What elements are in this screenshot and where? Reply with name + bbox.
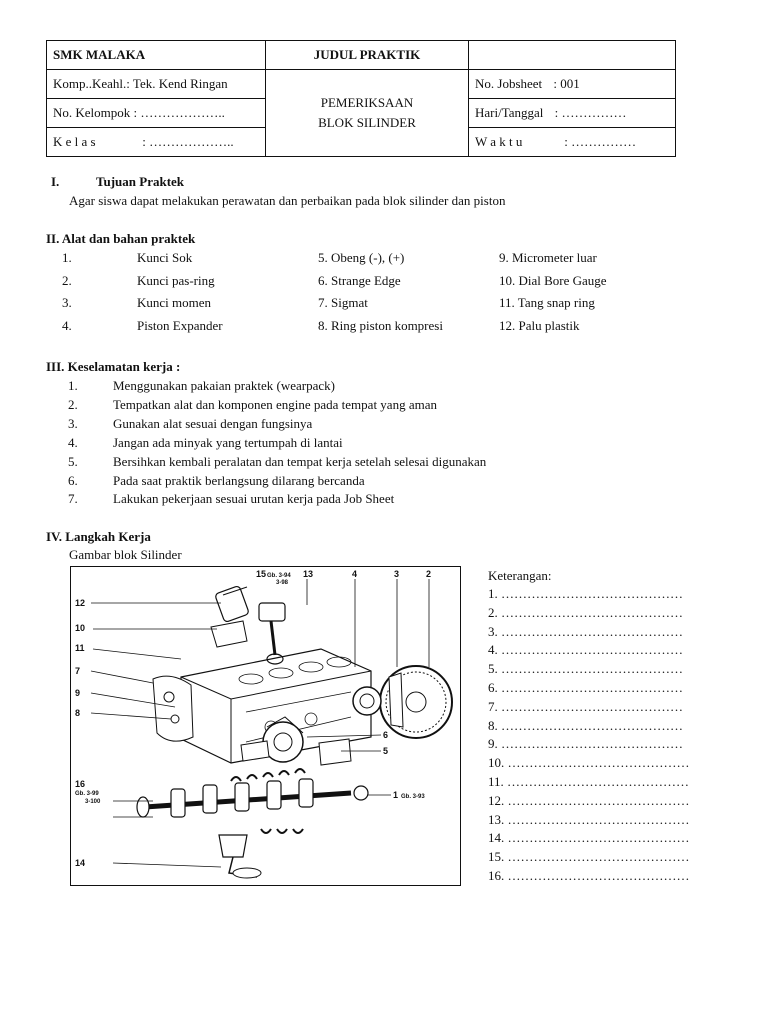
safety-item-number: 5. [68,453,78,469]
engine-block-figure [70,566,461,886]
sec1-number: I. [51,174,60,189]
fig-label-12: 12 [75,598,86,608]
safety-item: Gunakan alat sesuai dengan fungsinya [113,415,313,431]
tool-item: 11. Tang snap ring [499,295,595,311]
keterangan-item: 11. …………………………………… [488,774,690,789]
fig-label-9: 9 [75,688,81,698]
practice-title-line2: BLOK SILINDER [318,115,416,130]
keterangan-item: 2. …………………………………… [488,604,683,620]
title-label: JUDUL PRAKTIK [266,41,469,70]
jobsheet-label: No. Jobsheet [475,76,543,91]
fig-label-15: 15 [256,569,267,579]
tool-item: Kunci Sok [137,250,193,265]
keterangan-item: 6. …………………………………… [488,680,683,695]
kelas-label: K e l a s [53,134,96,149]
school-name: SMK MALAKA [47,41,266,70]
fig-label-16: 16 [75,779,86,789]
safety-item: Bersihkan kembali peralatan dan tempat kerja setelah selesai digunakan [113,453,487,469]
tool-item: 9. Micrometer luar [499,250,597,265]
hari-value: : …………… [554,105,627,120]
tool-item-number: 2. [62,272,72,288]
keterangan-item: 12. …………………………………… [488,792,690,808]
fig-label-1: 1 [393,790,399,800]
keterangan-item: 14. …………………………………… [488,830,690,846]
fig-gb-15b: 3-98 [276,580,289,586]
hari-label: Hari/Tanggal [475,105,544,120]
sec1-text: Agar siswa dapat melakukan perawatan dan perbaikan pada blok silinder dan piston [69,193,506,208]
keterangan-item: 16. …………………………………… [488,868,690,883]
safety-item: Menggunakan pakaian praktek (wearpack) [113,378,335,393]
fig-label-13: 13 [303,569,314,579]
komp-keahlian: Komp..Keahl.: Tek. Kend Ringan [47,70,266,99]
safety-item: Jangan ada minyak yang tertumpah di lantai [113,434,343,450]
keterangan-item: 9. …………………………………… [488,736,683,752]
waktu-label: W a k t u [475,134,523,149]
tool-item-number: 3. [62,295,72,311]
kelas-cell [47,128,266,157]
fig-label-14: 14 [75,858,86,868]
keterangan-item: 15. …………………………………… [488,849,690,865]
tool-item: Piston Expander [137,318,223,334]
tool-item: 6. Strange Edge [318,272,401,288]
fig-label-4: 4 [352,569,358,579]
waktu-value: : …………… [564,134,637,149]
tool-item: 7. Sigmat [318,295,368,311]
figure-caption: Gambar blok Silinder [69,547,182,562]
kelompok-field: No. Kelompok : ……………….. [47,99,266,128]
safety-item-number: 3. [68,415,78,431]
practice-title-line1: PEMERIKSAAN [320,95,414,110]
safety-item-number: 7. [68,491,78,507]
jobsheet-value: : 001 [553,76,580,91]
safety-item: Tempatkan alat dan komponen engine pada tempat yang aman [113,396,437,412]
fig-label-11: 11 [75,643,85,653]
tool-item-number: 1. [62,250,72,265]
sec4-title: IV. Langkah Kerja [46,529,151,544]
sec1-title: Tujuan Praktek [96,174,185,189]
hari-cell [469,99,676,128]
safety-item-number: 1. [68,378,78,393]
sec3-title: III. Keselamatan kerja : [46,359,181,374]
exploded-engine-drawing [71,567,460,885]
keterangan-item: 13. …………………………………… [488,811,690,827]
tool-item: Kunci pas-ring [137,272,215,288]
safety-item-number: 6. [68,472,78,488]
safety-item-number: 2. [68,396,78,412]
practice-title [266,70,469,157]
waktu-cell [469,128,676,157]
fig-gb-16: Gb. 3-99 [75,791,99,797]
fig-gb-16b: 3-100 [85,799,101,805]
tool-item: 12. Palu plastik [499,318,580,334]
tool-item: 5. Obeng (-), (+) [318,250,405,265]
safety-item-number: 4. [68,434,78,450]
jobsheet-cell [469,70,676,99]
safety-item: Pada saat praktik berlangsung dilarang bercanda [113,472,365,488]
sec2-title: II. Alat dan bahan praktek [46,231,196,246]
fig-gb-15: Gb. 3-94 [267,573,291,579]
keterangan-item: 5. …………………………………… [488,661,683,677]
safety-item: Lakukan pekerjaan sesuai urutan kerja pada Job Sheet [113,491,395,507]
header-table [46,40,676,157]
fig-label-2: 2 [426,569,432,579]
fig-label-7: 7 [75,666,81,676]
keterangan-item: 3. …………………………………… [488,623,683,639]
keterangan-item: 4. …………………………………… [488,642,683,658]
keterangan-title: Keterangan: [488,568,552,583]
fig-label-8: 8 [75,708,81,718]
fig-gb-1: Gb. 3-93 [401,794,425,800]
tool-item-number: 4. [62,318,72,334]
kelas-value: : ……………….. [142,134,234,149]
tool-item: 8. Ring piston kompresi [318,318,443,334]
tool-item: Kunci momen [137,295,212,311]
fig-label-6: 6 [383,730,389,740]
fig-label-10: 10 [75,623,86,633]
keterangan-item: 7. …………………………………… [488,698,683,714]
fig-label-3: 3 [394,569,400,579]
keterangan-item: 1. …………………………………… [488,586,683,601]
header-empty-cell [469,41,676,70]
tool-item: 10. Dial Bore Gauge [499,272,607,288]
keterangan-item: 8. …………………………………… [488,717,683,733]
fig-label-5: 5 [383,746,389,756]
keterangan-item: 10. …………………………………… [488,755,690,771]
